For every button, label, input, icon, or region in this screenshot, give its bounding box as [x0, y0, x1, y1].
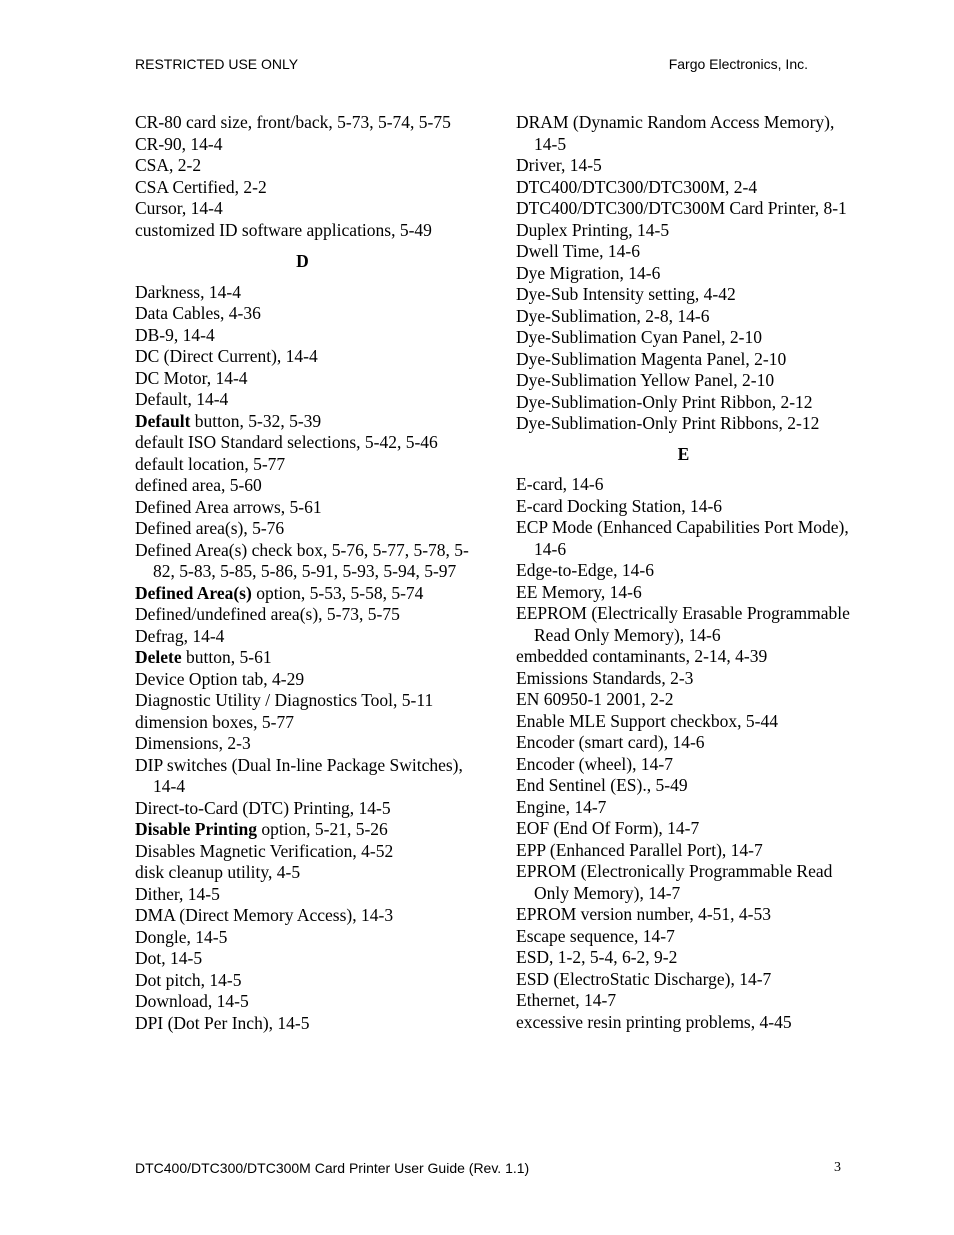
index-entry-text: option, 5-21, 5-26	[257, 819, 388, 839]
index-entry	[135, 604, 470, 626]
index-entry-text: Direct-to-Card (DTC) Printing, 14-5	[135, 797, 391, 818]
index-entry	[516, 370, 851, 392]
index-entry	[135, 884, 470, 906]
index-entry-bold-term: Default	[135, 410, 191, 431]
index-entry-text: Dwell Time, 14-6	[516, 241, 640, 261]
index-entry	[135, 325, 470, 347]
index-entry-text: Dot pitch, 14-5	[135, 969, 242, 990]
index-column-left	[135, 112, 470, 1034]
index-entry	[135, 198, 470, 220]
index-entry	[135, 389, 470, 411]
index-entry	[135, 948, 470, 970]
index-entry	[516, 582, 851, 604]
index-entry	[516, 818, 851, 840]
index-entry-text: button, 5-32, 5-39	[190, 410, 322, 431]
index-entry-text: EPROM (Electronically Programmable Read Only Memory), 14-7	[516, 861, 833, 903]
index-entry	[135, 927, 470, 949]
index-group-d-right	[516, 112, 851, 435]
index-group-e	[516, 474, 851, 1033]
index-entry-text: Dye-Sublimation, 2-8, 14-6	[516, 305, 710, 326]
index-entry-text: Disables Magnetic Verification, 4-52	[135, 840, 394, 861]
index-entry-text: Dye Migration, 14-6	[516, 262, 661, 283]
index-entry	[516, 327, 851, 349]
index-entry-text: Defined/undefined area(s), 5-73, 5-75	[135, 604, 400, 624]
index-entry-text: Cursor, 14-4	[135, 198, 223, 218]
index-entry	[516, 263, 851, 285]
index-entry-text: EPP (Enhanced Parallel Port), 14-7	[516, 839, 763, 860]
index-entry-text: E-card Docking Station, 14-6	[516, 495, 723, 516]
index-entry-text: Darkness, 14-4	[135, 281, 241, 302]
index-entry	[135, 411, 470, 433]
index-entry	[135, 303, 470, 325]
header-company-name: Fargo Electronics, Inc.	[668, 56, 808, 72]
index-entry-text: Ethernet, 14-7	[516, 990, 617, 1010]
index-entry-text: disk cleanup utility, 4-5	[135, 862, 301, 882]
index-entry-text: DTC400/DTC300/DTC300M Card Printer, 8-1	[516, 198, 847, 218]
index-entry-text: EPROM version number, 4-51, 4-53	[516, 904, 771, 924]
index-entry-text: Dye-Sublimation-Only Print Ribbon, 2-12	[516, 391, 813, 412]
index-entry-text: Defined Area(s) check box, 5-76, 5-77, 5-78, 5-82, 5-83, 5-85, 5-86, 5-91, 5-93, 5-94, 5-97	[135, 539, 469, 581]
index-entry	[135, 497, 470, 519]
index-entry	[135, 798, 470, 820]
index-entry	[516, 112, 851, 155]
index-entry	[516, 306, 851, 328]
index-entry-text: Dongle, 14-5	[135, 926, 228, 947]
index-entry-text: Emissions Standards, 2-3	[516, 667, 694, 688]
index-entry	[516, 392, 851, 414]
index-entry-text: Defrag, 14-4	[135, 625, 225, 646]
index-entry	[516, 861, 851, 904]
index-entry	[135, 282, 470, 304]
index-entry	[135, 841, 470, 863]
index-entry	[516, 198, 851, 220]
index-entry	[135, 819, 470, 841]
index-entry-text: EN 60950-1 2001, 2-2	[516, 689, 674, 709]
index-entry-text: DC (Direct Current), 14-4	[135, 346, 318, 366]
index-entry-text: EOF (End Of Form), 14-7	[516, 818, 700, 838]
index-entry	[516, 732, 851, 754]
index-entry-text: Dye-Sublimation Cyan Panel, 2-10	[516, 327, 762, 347]
index-entry-text: Dye-Sublimation Magenta Panel, 2-10	[516, 348, 787, 369]
index-entry	[516, 1012, 851, 1034]
index-entry	[135, 432, 470, 454]
index-entry	[135, 970, 470, 992]
index-entry	[516, 603, 851, 646]
index-entry	[516, 155, 851, 177]
index-entry-text: DPI (Dot Per Inch), 14-5	[135, 1012, 310, 1033]
index-entry	[516, 689, 851, 711]
index-entry	[516, 775, 851, 797]
index-entry-text: DTC400/DTC300/DTC300M, 2-4	[516, 176, 758, 197]
index-entry-text: default location, 5-77	[135, 453, 286, 474]
index-entry-text: ESD (ElectroStatic Discharge), 14-7	[516, 968, 772, 989]
index-entry-text: CR-90, 14-4	[135, 133, 223, 154]
index-entry-text: Data Cables, 4-36	[135, 303, 261, 323]
index-entry-text: ECP Mode (Enhanced Capabilities Port Mode), 14-6	[516, 517, 849, 559]
index-entry	[135, 1013, 470, 1035]
index-entry	[135, 626, 470, 648]
index-entry	[135, 112, 470, 134]
index-entry	[135, 862, 470, 884]
index-entry	[516, 947, 851, 969]
index-entry-text: dimension boxes, 5-77	[135, 711, 294, 732]
index-column-right	[516, 112, 851, 1033]
index-entry-text: ESD, 1-2, 5-4, 6-2, 9-2	[516, 947, 678, 967]
index-entry-text: Driver, 14-5	[516, 155, 602, 175]
index-entry-text: Edge-to-Edge, 14-6	[516, 560, 655, 580]
index-entry-text: Duplex Printing, 14-5	[516, 219, 670, 240]
index-entry	[516, 220, 851, 242]
index-entry	[135, 475, 470, 497]
index-entry	[516, 797, 851, 819]
index-entry-text: Enable MLE Support checkbox, 5-44	[516, 710, 778, 731]
index-entry	[516, 413, 851, 435]
index-entry	[516, 990, 851, 1012]
index-entry-text: Dye-Sublimation Yellow Panel, 2-10	[516, 370, 775, 390]
index-entry	[135, 755, 470, 798]
index-entry-text: excessive resin printing problems, 4-45	[516, 1011, 792, 1032]
index-entry-text: Dimensions, 2-3	[135, 733, 251, 753]
index-entry-text: DC Motor, 14-4	[135, 367, 248, 388]
index-entry	[135, 518, 470, 540]
index-entry-text: End Sentinel (ES)., 5-49	[516, 775, 688, 795]
index-entry	[135, 905, 470, 927]
index-entry-text: CSA Certified, 2-2	[135, 176, 267, 197]
index-entry-text: CSA, 2-2	[135, 155, 202, 175]
index-entry	[516, 969, 851, 991]
index-entry-text: Dye-Sublimation-Only Print Ribbons, 2-12	[516, 413, 820, 433]
index-group-d-left	[135, 282, 470, 1035]
index-entry	[516, 926, 851, 948]
index-entry-text: Default, 14-4	[135, 389, 229, 409]
index-entry-text: DRAM (Dynamic Random Access Memory), 14-5	[516, 112, 835, 154]
index-entry-text: EE Memory, 14-6	[516, 581, 642, 602]
index-entry-text: Dot, 14-5	[135, 948, 203, 968]
page-number: 3	[834, 1160, 841, 1175]
index-entry-text: Defined Area arrows, 5-61	[135, 496, 322, 517]
index-letter-heading-e: E	[677, 443, 690, 464]
index-entry	[516, 754, 851, 776]
index-entry-text: Defined area(s), 5-76	[135, 518, 285, 538]
index-entry-bold-term: Delete	[135, 647, 182, 667]
index-entry	[135, 368, 470, 390]
index-entry-text: Engine, 14-7	[516, 796, 607, 817]
index-entry-text: DB-9, 14-4	[135, 324, 215, 345]
index-entry	[516, 840, 851, 862]
index-entry	[135, 583, 470, 605]
index-entry	[135, 134, 470, 156]
index-entry	[516, 496, 851, 518]
index-entry-text: DIP switches (Dual In-line Package Switches), 14-4	[135, 754, 463, 796]
index-entry	[516, 284, 851, 306]
index-entry	[516, 241, 851, 263]
index-entry	[135, 220, 470, 242]
index-entry	[516, 474, 851, 496]
index-entry	[135, 346, 470, 368]
index-entry	[135, 991, 470, 1013]
index-group-c	[135, 112, 470, 241]
index-entry-text: Device Option tab, 4-29	[135, 668, 305, 689]
index-entry-bold-term: Disable Printing	[135, 819, 258, 839]
index-entry-text: Download, 14-5	[135, 991, 249, 1011]
index-entry-text: EEPROM (Electrically Erasable Programmable Read Only Memory), 14-6	[516, 603, 850, 645]
index-entry	[135, 733, 470, 755]
index-entry-text: default ISO Standard selections, 5-42, 5-46	[135, 432, 438, 452]
index-entry	[516, 904, 851, 926]
index-entry	[135, 177, 470, 199]
index-entry-text: Encoder (smart card), 14-6	[516, 732, 705, 752]
index-entry-bold-term: Defined Area(s)	[135, 582, 252, 603]
footer-guide-title: DTC400/DTC300/DTC300M Card Printer User Guide (Rev. 1.1)	[135, 1160, 530, 1176]
index-entry-text: CR-80 card size, front/back, 5-73, 5-74, 5-75	[135, 112, 451, 132]
index-entry	[516, 668, 851, 690]
index-entry-text: Dye-Sub Intensity setting, 4-42	[516, 284, 736, 304]
index-entry-text: Dither, 14-5	[135, 883, 220, 904]
index-entry-text: DMA (Direct Memory Access), 14-3	[135, 905, 394, 925]
header-restricted-notice: RESTRICTED USE ONLY	[135, 56, 299, 72]
index-entry-text: Encoder (wheel), 14-7	[516, 753, 673, 774]
index-letter-heading-d: D	[296, 251, 309, 271]
index-entry	[135, 540, 470, 583]
index-entry	[516, 646, 851, 668]
index-entry-text: Diagnostic Utility / Diagnostics Tool, 5-11	[135, 690, 434, 710]
index-entry	[135, 690, 470, 712]
index-entry	[135, 454, 470, 476]
index-entry-text: embedded contaminants, 2-14, 4-39	[516, 646, 768, 666]
index-entry	[135, 669, 470, 691]
index-entry	[516, 177, 851, 199]
index-entry	[135, 155, 470, 177]
index-entry-text: E-card, 14-6	[516, 474, 604, 494]
index-entry	[135, 712, 470, 734]
index-entry-text: button, 5-61	[181, 647, 272, 667]
index-entry-text: option, 5-53, 5-58, 5-74	[251, 582, 424, 603]
index-entry-text: customized ID software applications, 5-49	[135, 219, 432, 240]
index-entry-text: defined area, 5-60	[135, 475, 262, 495]
index-entry	[516, 560, 851, 582]
index-entry	[516, 349, 851, 371]
index-entry	[135, 647, 470, 669]
index-entry	[516, 517, 851, 560]
index-entry-text: Escape sequence, 14-7	[516, 925, 675, 946]
index-entry	[516, 711, 851, 733]
